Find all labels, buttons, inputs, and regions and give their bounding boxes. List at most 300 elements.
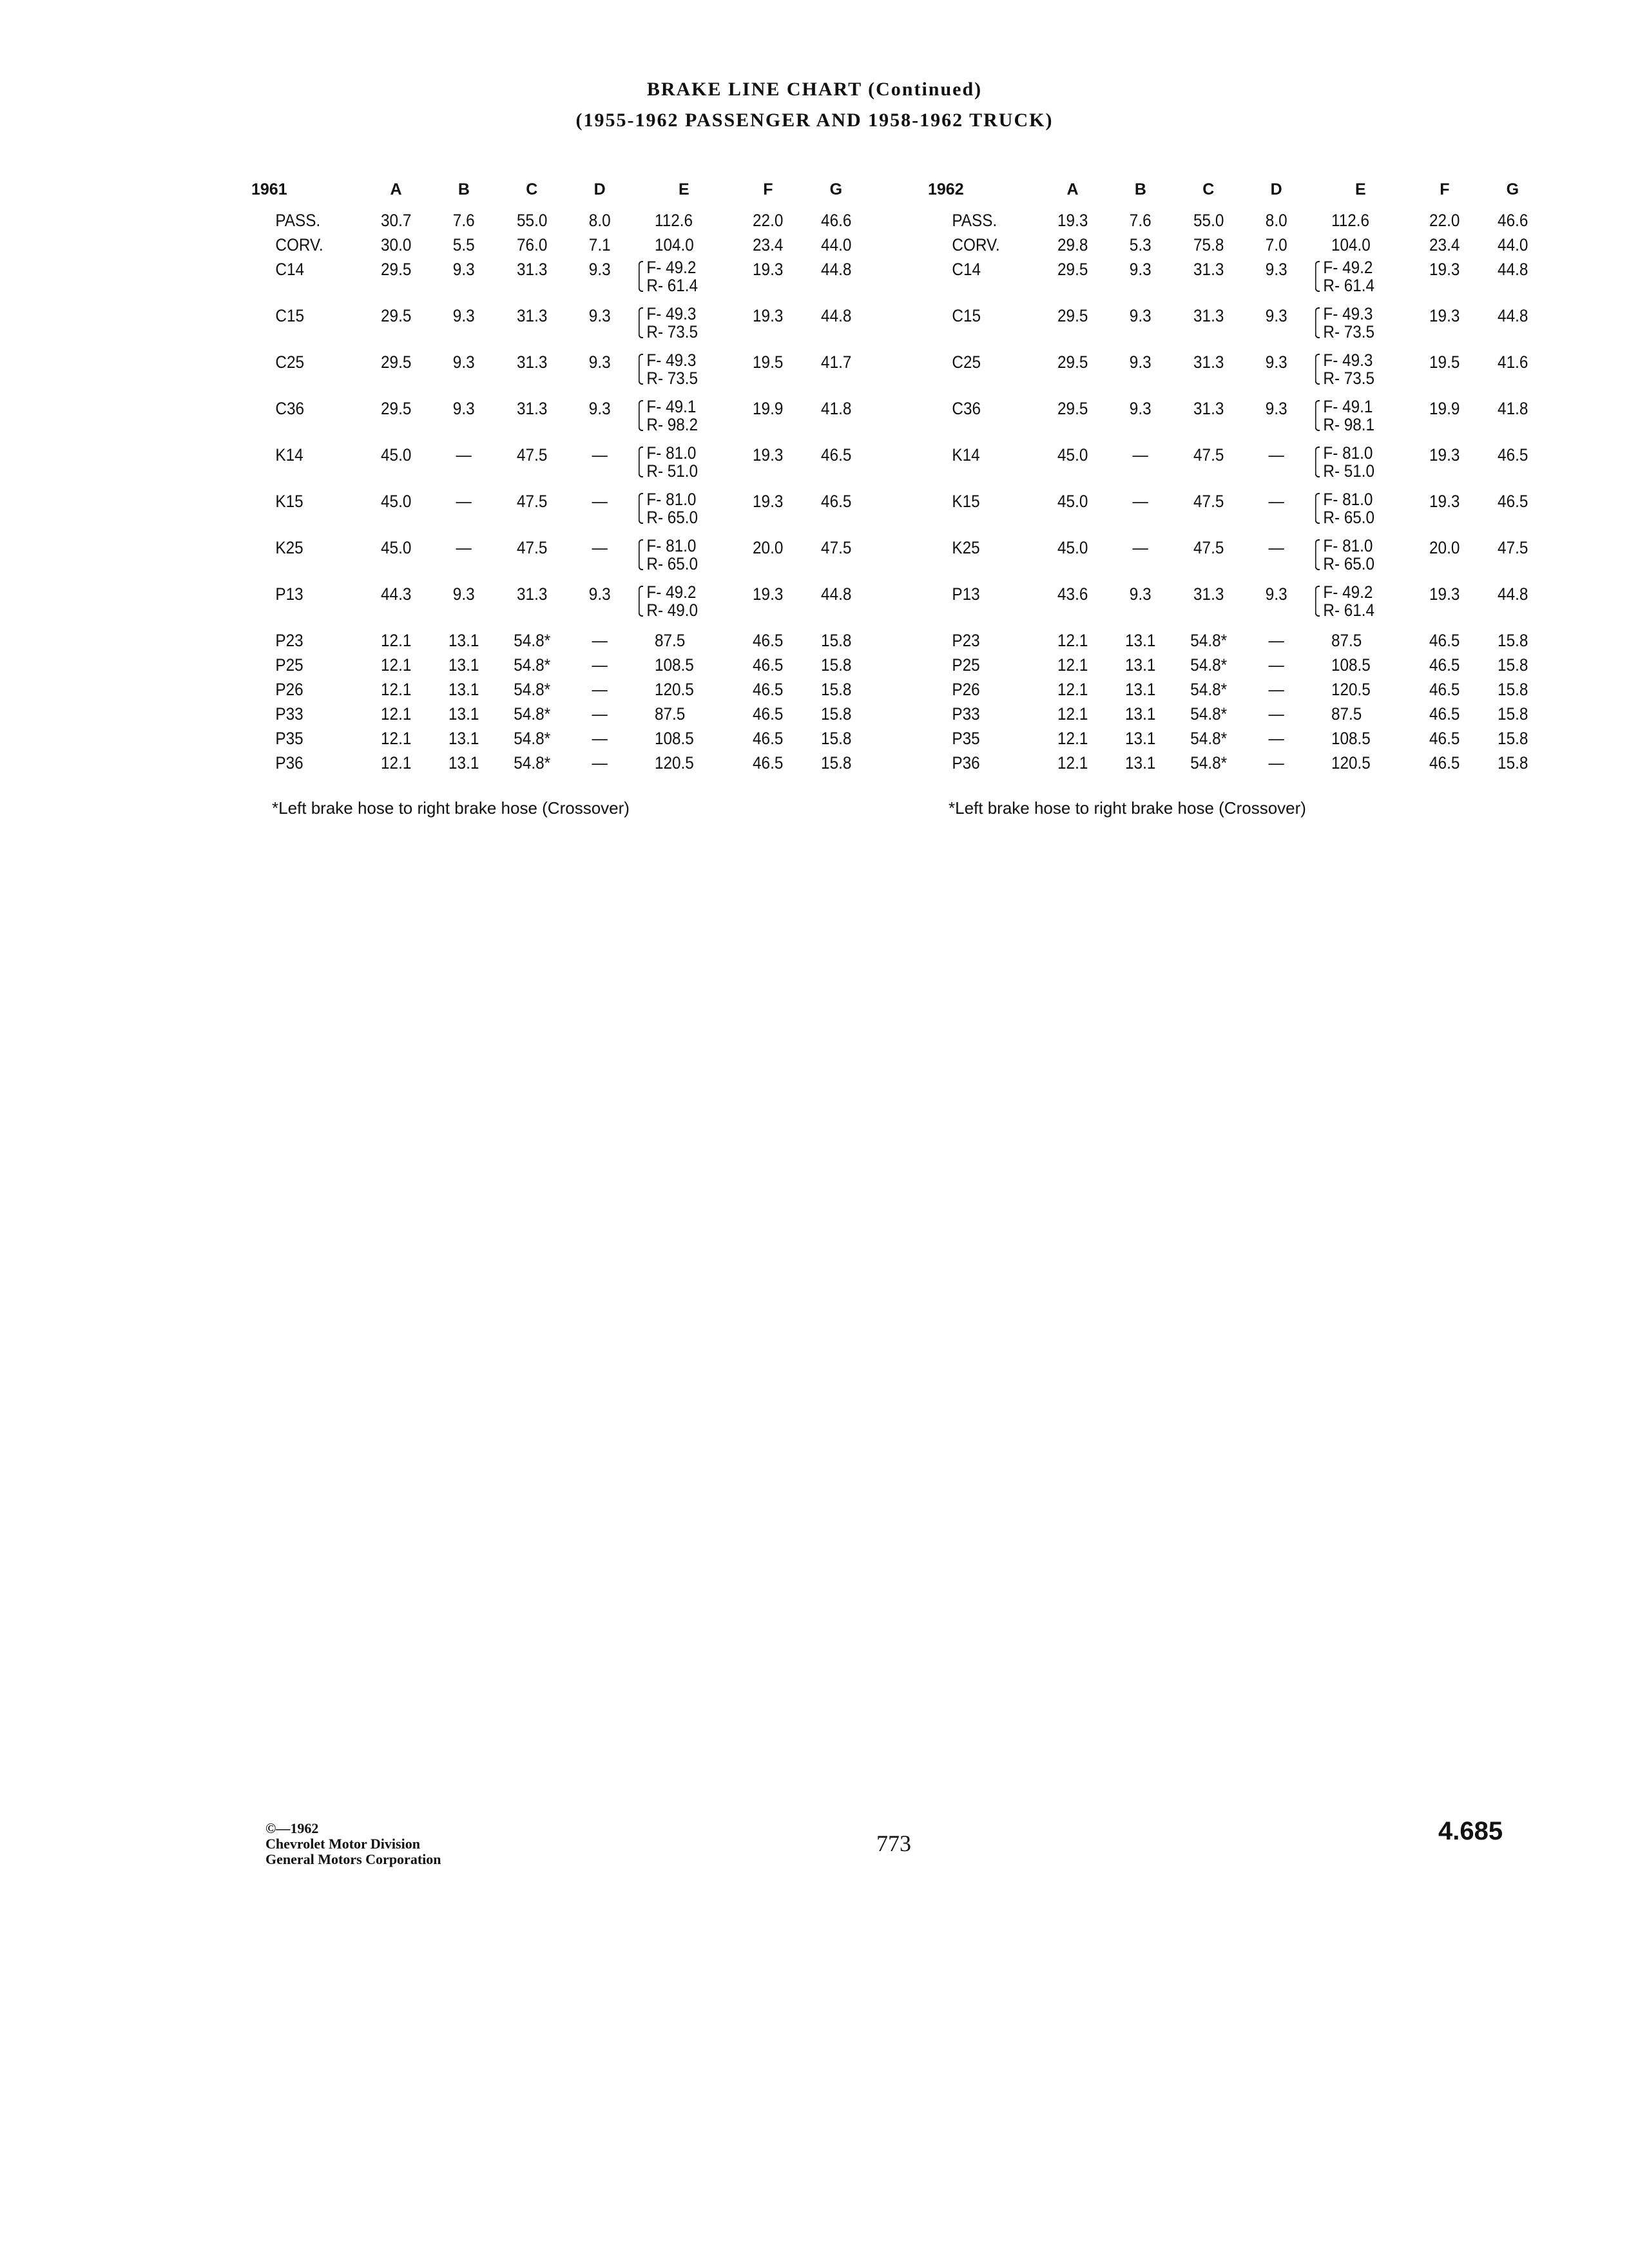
value-cell-d: 9.3 [588,260,611,279]
model-cell: P26 [952,680,980,699]
e-length: 112.6 [1331,211,1370,230]
value-cell-e [1315,752,1405,776]
value-cell-f: 19.3 [1429,584,1460,604]
value-cell-c: 47.5 [516,445,547,465]
value-cell-d: — [592,445,608,465]
value-cell-c: 31.3 [516,306,547,325]
model-cell: P35 [275,729,304,748]
e-length: 108.5 [1331,655,1371,675]
value-cell-b: 9.3 [453,306,475,325]
value-cell-g: 47.5 [820,538,851,557]
value-cell-a: 12.1 [380,680,412,699]
value-cell-f: 19.3 [1429,306,1460,325]
value-cell-b: — [456,445,472,465]
table-row [928,752,1547,776]
value-cell-c: 54.8* [1190,655,1227,675]
value-cell-b: 13.1 [1125,753,1156,773]
front-rear-bracket [639,351,698,387]
value-cell-a: 45.0 [1057,492,1088,511]
value-cell-c: 54.8* [1190,704,1227,724]
model-cell: C15 [952,306,981,325]
rear-length: R- 49.0 [646,601,699,620]
value-cell-g: 15.8 [1497,753,1528,773]
value-cell-e [1315,234,1405,258]
column-header: G [829,180,843,198]
e-length: 108.5 [1331,729,1371,748]
e-length: 87.5 [1331,704,1362,724]
model-cell: C25 [275,352,304,372]
copyright-line: Chevrolet Motor Division [265,1836,420,1852]
copyright-line: ©—1962 [265,1820,319,1836]
value-cell-g: 44.8 [820,584,851,604]
value-cell-e [1315,258,1405,305]
model-cell: K25 [275,538,304,557]
front-rear-bracket [1315,258,1374,294]
column-header: B [1134,180,1146,198]
value-cell-b: 9.3 [453,352,475,372]
model-cell: K14 [275,445,304,465]
value-cell-c: 54.8* [1190,729,1227,748]
rear-length: R- 61.4 [1323,601,1375,620]
value-cell-g: 46.6 [1497,211,1528,230]
value-cell-e [639,727,729,752]
model-cell: P13 [275,584,304,604]
column-header: G [1506,180,1519,198]
table-row [251,678,870,703]
front-rear-bracket [1315,305,1374,341]
model-cell: P36 [952,753,980,773]
table-row [251,703,870,727]
front-length: F- 49.2 [1323,258,1373,277]
front-length: F- 81.0 [646,443,697,463]
value-cell-a: 29.5 [380,399,412,418]
front-rear-bracket [1315,398,1374,434]
value-cell-b: — [456,538,472,557]
value-cell-c: 31.3 [1193,306,1224,325]
value-cell-e [639,752,729,776]
value-cell-a: 19.3 [1057,211,1088,230]
value-cell-a: 45.0 [380,538,412,557]
value-cell-g: 44.0 [1497,235,1528,255]
value-cell-a: 30.7 [380,211,412,230]
rear-length: R- 65.0 [1323,508,1375,527]
rear-length: R- 73.5 [1323,369,1375,388]
value-cell-e [639,583,729,629]
value-cell-f: 46.5 [1429,704,1460,724]
rear-length: R- 61.4 [1323,276,1375,295]
value-cell-d: — [1268,655,1284,675]
value-cell-g: 15.8 [820,680,851,699]
value-cell-a: 29.5 [380,260,412,279]
front-rear-bracket [639,490,698,526]
value-cell-c: 55.0 [516,211,547,230]
value-cell-b: 9.3 [453,584,475,604]
model-cell: P13 [952,584,980,604]
table-row [928,398,1547,444]
value-cell-a: 45.0 [380,492,412,511]
column-header: C [1202,180,1215,198]
value-cell-f: 46.5 [1429,753,1460,773]
table-row [928,305,1547,351]
table-row [251,490,870,537]
value-cell-b: 13.1 [1125,631,1156,650]
e-length: 87.5 [655,631,686,650]
value-cell-g: 44.8 [820,260,851,279]
value-cell-e [1315,703,1405,727]
value-cell-f: 19.9 [753,399,784,418]
value-cell-f: 19.3 [753,445,784,465]
front-rear-bracket [639,258,698,294]
table-row [251,209,870,234]
value-cell-b: 13.1 [1125,729,1156,748]
value-cell-b: 13.1 [448,631,479,650]
table-1962 [928,180,1547,818]
model-cell: K15 [275,492,304,511]
value-cell-d: — [1268,445,1284,465]
front-rear-bracket [639,583,698,619]
value-cell-d: 9.3 [1265,584,1287,604]
column-header: F [763,180,773,198]
value-cell-g: 46.5 [820,492,851,511]
value-cell-a: 30.0 [380,235,412,255]
value-cell-b: 13.1 [448,753,479,773]
e-length: 87.5 [1331,631,1362,650]
table-row [928,234,1547,258]
model-cell: P23 [275,631,304,650]
value-cell-c: 54.8* [513,655,550,675]
value-cell-c: 47.5 [1193,445,1224,465]
model-cell: P25 [952,655,980,675]
rear-length: R- 73.5 [1323,322,1375,341]
value-cell-g: 15.8 [1497,655,1528,675]
value-cell-e [639,398,729,444]
value-cell-f: 19.3 [1429,492,1460,511]
rear-length: R- 98.1 [1323,415,1375,434]
value-cell-c: 31.3 [516,584,547,604]
e-length: 108.5 [655,729,695,748]
value-cell-c: 54.8* [1190,631,1227,650]
e-length: 120.5 [1331,680,1371,699]
value-cell-a: 29.8 [1057,235,1088,255]
value-cell-a: 44.3 [380,584,412,604]
model-cell: C15 [275,306,304,325]
value-cell-b: 7.6 [1130,211,1152,230]
front-rear-bracket [1315,351,1374,387]
value-cell-e [1315,678,1405,703]
value-cell-e [1315,583,1405,629]
value-cell-c: 31.3 [516,260,547,279]
value-cell-b: 13.1 [448,655,479,675]
table-row [251,654,870,678]
value-cell-d: — [1268,538,1284,557]
brake-line-table [928,180,1547,776]
table-row [251,305,870,351]
rear-length: R- 51.0 [646,461,699,481]
front-length: F- 81.0 [1323,490,1373,509]
value-cell-b: 13.1 [448,729,479,748]
table-row [928,654,1547,678]
table-row [251,398,870,444]
value-cell-b: — [456,492,472,511]
model-cell: CORV. [275,235,323,255]
value-cell-f: 46.5 [753,655,784,675]
value-cell-e [639,490,729,537]
model-cell: PASS. [275,211,321,230]
value-cell-a: 45.0 [1057,538,1088,557]
front-rear-bracket [639,444,698,480]
table-row [928,629,1547,654]
value-cell-c: 54.8* [513,704,550,724]
value-cell-e [1315,629,1405,654]
value-cell-a: 43.6 [1057,584,1088,604]
model-cell: P36 [275,753,304,773]
value-cell-f: 46.5 [753,631,784,650]
value-cell-b: — [1132,492,1149,511]
value-cell-a: 12.1 [380,729,412,748]
rear-length: R- 98.2 [646,415,699,434]
value-cell-a: 45.0 [1057,445,1088,465]
model-cell: CORV. [952,235,1000,255]
front-length: F- 49.2 [646,258,697,277]
value-cell-g: 44.8 [1497,584,1528,604]
value-cell-e [639,703,729,727]
value-cell-a: 12.1 [1057,680,1088,699]
value-cell-f: 46.5 [1429,729,1460,748]
value-cell-c: 31.3 [1193,584,1224,604]
value-cell-d: — [1268,631,1284,650]
front-length: F- 81.0 [1323,536,1373,555]
page-subtitle: (1955-1962 PASSENGER AND 1958-1962 TRUCK) [575,110,1054,131]
value-cell-f: 19.9 [1429,399,1460,418]
value-cell-e [639,444,729,490]
table-row [928,537,1547,583]
rear-length: R- 65.0 [1323,554,1375,573]
value-cell-g: 41.6 [1497,352,1528,372]
crossover-footnote: *Left brake hose to right brake hose (Crossover) [949,798,1306,818]
model-cell: P26 [275,680,304,699]
table-1961 [251,180,870,818]
value-cell-d: — [592,631,608,650]
value-cell-d: 9.3 [588,399,611,418]
value-cell-a: 12.1 [380,631,412,650]
table-row [251,351,870,398]
value-cell-f: 46.5 [1429,631,1460,650]
model-cell: K14 [952,445,980,465]
value-cell-f: 22.0 [753,211,784,230]
model-cell: P25 [275,655,304,675]
table-row [928,727,1547,752]
value-cell-g: 15.8 [820,704,851,724]
front-rear-bracket [1315,444,1374,480]
value-cell-c: 31.3 [516,399,547,418]
value-cell-c: 31.3 [516,352,547,372]
value-cell-e [1315,490,1405,537]
value-cell-e [639,305,729,351]
value-cell-b: 9.3 [1130,260,1152,279]
e-length: 120.5 [655,680,695,699]
value-cell-e [1315,209,1405,234]
table-row [928,351,1547,398]
value-cell-e [1315,727,1405,752]
model-cell: C14 [275,260,304,279]
table-row [251,727,870,752]
value-cell-d: — [592,680,608,699]
front-length: F- 49.2 [1323,582,1373,602]
value-cell-g: 15.8 [1497,631,1528,650]
rear-length: R- 65.0 [646,554,699,573]
value-cell-e [1315,351,1405,398]
value-cell-g: 15.8 [820,655,851,675]
value-cell-a: 45.0 [380,445,412,465]
value-cell-a: 29.5 [1057,260,1088,279]
value-cell-c: 75.8 [1193,235,1224,255]
value-cell-e [639,678,729,703]
value-cell-d: — [592,729,608,748]
value-cell-a: 29.5 [1057,352,1088,372]
value-cell-d: — [1268,492,1284,511]
value-cell-d: — [592,704,608,724]
copyright-line: General Motors Corporation [265,1851,441,1867]
front-length: F- 49.1 [1323,397,1373,416]
section-number: 4.685 [1438,1817,1503,1845]
value-cell-f: 19.5 [1429,352,1460,372]
value-cell-e [1315,654,1405,678]
value-cell-d: — [1268,753,1284,773]
table-row [928,258,1547,305]
value-cell-d: 9.3 [1265,306,1287,325]
value-cell-d: 9.3 [1265,260,1287,279]
value-cell-c: 54.8* [513,631,550,650]
value-cell-c: 47.5 [516,492,547,511]
model-cell: K25 [952,538,980,557]
page-title: BRAKE LINE CHART (Continued) [646,79,983,100]
value-cell-b: 13.1 [1125,655,1156,675]
value-cell-g: 44.8 [1497,306,1528,325]
value-cell-f: 23.4 [1429,235,1460,255]
value-cell-g: 44.8 [1497,260,1528,279]
table-row [928,444,1547,490]
value-cell-g: 46.5 [1497,445,1528,465]
value-cell-c: 54.8* [513,729,550,748]
front-length: F- 49.3 [1323,304,1373,323]
value-cell-a: 29.5 [1057,306,1088,325]
value-cell-d: 9.3 [588,306,611,325]
year-header: 1962 [928,180,964,198]
value-cell-f: 46.5 [1429,655,1460,675]
value-cell-d: — [1268,680,1284,699]
front-length: F- 81.0 [1323,443,1373,463]
value-cell-c: 54.8* [1190,753,1227,773]
value-cell-e [1315,398,1405,444]
value-cell-d: 9.3 [588,584,611,604]
value-cell-a: 12.1 [1057,655,1088,675]
model-cell: P33 [275,704,304,724]
column-header: A [1066,180,1079,198]
value-cell-f: 19.3 [753,306,784,325]
value-cell-a: 12.1 [1057,704,1088,724]
rear-length: R- 73.5 [646,322,699,341]
value-cell-b: 9.3 [1130,584,1152,604]
value-cell-c: 54.8* [513,680,550,699]
rear-length: R- 65.0 [646,508,699,527]
value-cell-g: 41.7 [820,352,851,372]
value-cell-d: — [592,492,608,511]
column-header: E [678,180,689,198]
value-cell-c: 31.3 [1193,352,1224,372]
value-cell-b: — [1132,445,1149,465]
value-cell-d: — [1268,729,1284,748]
value-cell-f: 46.5 [753,680,784,699]
value-cell-f: 19.3 [1429,445,1460,465]
model-cell: C36 [952,399,981,418]
value-cell-g: 41.8 [1497,399,1528,418]
value-cell-d: — [1268,704,1284,724]
value-cell-d: 9.3 [588,352,611,372]
table-row [251,629,870,654]
value-cell-g: 15.8 [1497,704,1528,724]
value-cell-g: 15.8 [820,753,851,773]
front-rear-bracket [1315,490,1374,526]
value-cell-a: 29.5 [380,352,412,372]
value-cell-f: 46.5 [753,704,784,724]
value-cell-e [639,209,729,234]
value-cell-a: 12.1 [1057,729,1088,748]
value-cell-e [1315,444,1405,490]
model-cell: P33 [952,704,980,724]
value-cell-b: 9.3 [1130,306,1152,325]
value-cell-c: 47.5 [1193,492,1224,511]
rear-length: R- 73.5 [646,369,699,388]
table-row [928,583,1547,629]
value-cell-a: 29.5 [380,306,412,325]
model-cell: C14 [952,260,981,279]
value-cell-f: 19.3 [753,584,784,604]
value-cell-d: 8.0 [588,211,611,230]
brake-line-table [251,180,870,776]
model-cell: PASS. [952,211,998,230]
front-length: F- 81.0 [646,490,697,509]
value-cell-g: 15.8 [1497,729,1528,748]
value-cell-g: 46.5 [1497,492,1528,511]
value-cell-a: 29.5 [1057,399,1088,418]
value-cell-f: 20.0 [1429,538,1460,557]
value-cell-c: 47.5 [1193,538,1224,557]
front-length: F- 49.2 [646,582,697,602]
value-cell-b: 5.5 [453,235,475,255]
model-cell: C36 [275,399,304,418]
value-cell-b: 5.3 [1130,235,1152,255]
front-rear-bracket [639,305,698,341]
value-cell-f: 23.4 [753,235,784,255]
model-cell: P35 [952,729,980,748]
value-cell-d: — [592,538,608,557]
value-cell-d: 7.0 [1265,235,1287,255]
year-header: 1961 [251,180,287,198]
front-rear-bracket [639,537,698,573]
value-cell-f: 46.5 [753,753,784,773]
value-cell-e [639,654,729,678]
table-row [928,678,1547,703]
value-cell-f: 22.0 [1429,211,1460,230]
value-cell-c: 47.5 [516,538,547,557]
column-header: E [1354,180,1366,198]
value-cell-b: 13.1 [1125,704,1156,724]
e-length: 87.5 [655,704,686,724]
model-cell: P23 [952,631,980,650]
value-cell-g: 41.8 [820,399,851,418]
value-cell-a: 12.1 [380,655,412,675]
rear-length: R- 61.4 [646,276,699,295]
